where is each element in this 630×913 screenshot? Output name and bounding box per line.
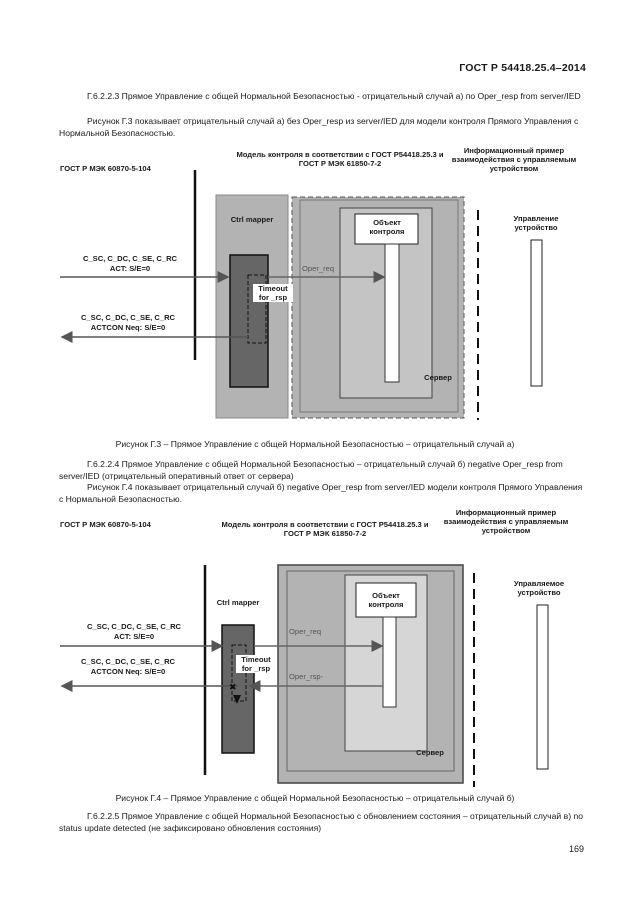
figure-3 [0, 140, 630, 430]
sequence-diagram-a [0, 140, 630, 430]
object-label: Объект контроля [369, 218, 405, 236]
act-message: C_SC, C_DC, C_SE, C_RC [82, 254, 178, 263]
object-lifeline [385, 244, 399, 382]
paragraph-text: Рисунок Г.4 показывает отрицательный случай б) negative Oper_resp from server/IED модели контроля Прямого Управления с Нормальной Безопасностью. [59, 482, 583, 504]
column-label-iec104: ГОСТ Р МЭК 60870-5-104 [60, 164, 151, 173]
timeout-label: Timeout for _rsp [253, 284, 293, 302]
column-label-iec104: ГОСТ Р МЭК 60870-5-104 [60, 520, 151, 529]
object-label: Объект контроля [368, 591, 404, 609]
paragraph-6-2-2-3 [59, 91, 583, 103]
paragraph-text: Рисунок Г.3 показывает отрицательный случай а) без Oper_resp из server/IED для модели контроля Прямого Управления с Нормальной Безопасностью. [59, 116, 579, 138]
paragraph-6-2-2-5 [59, 811, 583, 834]
figure-3-caption: Рисунок Г.3 – Прямое Управление с общей Нормальной Безопасностью – отрицательный случай а) [115, 439, 515, 449]
paragraph-text: Г.6.2.2.4 Прямое Управление с общей Нормальной Безопасностью – отрицательный случай б) negative Oper_resp from server/IED (отрицательный оперативный ответ от сервера) [59, 459, 563, 481]
object-lifeline [383, 617, 396, 707]
oper-req-label: Oper_req [289, 627, 322, 636]
page-number: 169 [568, 844, 584, 854]
actcon-message: C_SC, C_DC, C_SE, C_RC [80, 657, 176, 666]
document-id: ГОСТ Р 54418.25.4–2014 [459, 62, 586, 74]
act-message: C_SC, C_DC, C_SE, C_RC [86, 622, 182, 631]
device-lifeline [531, 240, 542, 386]
sequence-diagram-b [0, 505, 630, 790]
column-label-control-model: Модель контроля в соответствии с ГОСТ Р54418.25.3 и ГОСТ Р МЭК 61850-7-2 [221, 520, 429, 538]
mapper-label: Ctrl mapper [230, 215, 274, 224]
server-label: Сервер [416, 748, 444, 757]
paragraph-figure-4-intro [59, 482, 583, 505]
column-label-device-example: Информационный пример взаимодействия с управляемым устройством [451, 146, 577, 173]
timeout-label: Timeout for _rsp [236, 655, 276, 673]
server-label: Сервер [424, 373, 452, 382]
paragraph-text: Г.6.2.2.3 Прямое Управление с общей Нормальной Безопасностью - отрицательный случай а) по Oper_resp from server/IED [87, 91, 581, 101]
mapper-label: Ctrl mapper [216, 598, 260, 607]
oper-req-label: Oper_req [302, 264, 335, 273]
device-label: Управление устройство [513, 214, 559, 232]
cancel-mark: ✖ [229, 682, 237, 692]
column-label-device-example: Информационный пример взаимодействия с управляемым устройством [443, 508, 569, 535]
act-status: ACT: S/E=0 [113, 632, 155, 641]
paragraph-figure-3-intro [59, 116, 583, 139]
mapper-lifeline [222, 625, 254, 753]
paragraph-text: Г.6.2.2.5 Прямое Управление с общей Нормальной Безопасностью с обновлением состояния – отрицательный случай в) no status update detected (не зафиксировано обновления состояния) [59, 811, 583, 833]
figure-4-caption: Рисунок Г.4 – Прямое Управление с общей Нормальной Безопасностью – отрицательный случай б) [115, 793, 515, 803]
paragraph-6-2-2-4 [59, 459, 583, 482]
oper-rsp-label: Oper_rsp- [289, 672, 324, 681]
actcon-status: ACTCON Neq: S/E=0 [90, 667, 166, 676]
figure-4 [0, 505, 630, 790]
actcon-message: C_SC, C_DC, C_SE, C_RC [80, 313, 176, 322]
act-status: ACT: S/E=0 [109, 264, 151, 273]
device-lifeline [537, 605, 548, 769]
actcon-status: ACTCON Neq: S/E=0 [90, 323, 166, 332]
device-label: Управляемое устройство [513, 579, 565, 597]
column-label-control-model: Модель контроля в соответствии с ГОСТ Р54418.25.3 и ГОСТ Р МЭК 61850-7-2 [236, 150, 444, 168]
